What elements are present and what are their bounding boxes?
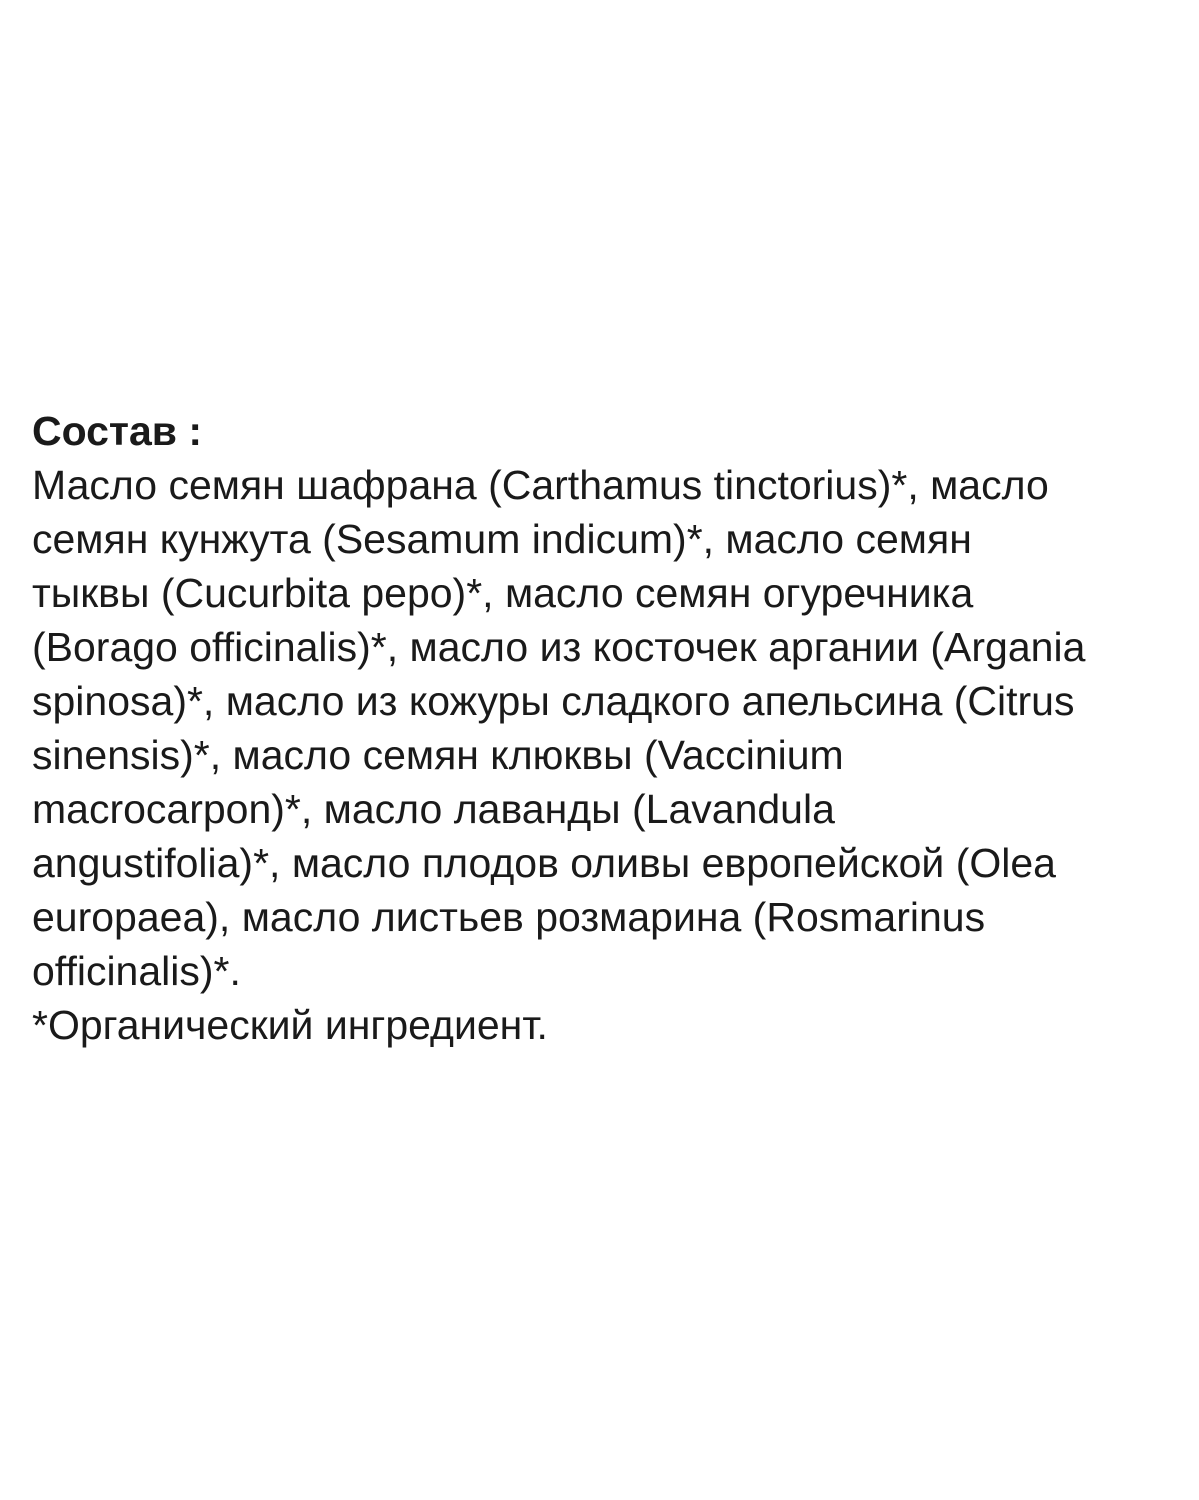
- ingredient-line: spinosa)*, масло из кожуры сладкого апельсина (Citrus: [32, 678, 1075, 724]
- ingredient-line: europaea), масло листьев розмарина (Rosmarinus: [32, 894, 986, 940]
- ingredient-line: sinensis)*, масло семян клюквы (Vaccinium: [32, 732, 844, 778]
- ingredient-line: officinalis)*.: [32, 948, 241, 994]
- ingredient-line: семян кунжута (Sesamum indicum)*, масло семян: [32, 516, 972, 562]
- ingredient-line: macrocarpon)*, масло лаванды (Lavandula: [32, 786, 835, 832]
- organic-footnote: *Органический ингредиент.: [32, 1002, 548, 1048]
- ingredient-line: тыквы (Cucurbita pepo)*, масло семян огуречника: [32, 570, 974, 616]
- ingredient-line: (Borago officinalis)*, масло из косточек аргании (Argania: [32, 624, 1086, 670]
- composition-heading: Состав :: [32, 408, 203, 454]
- composition-block: [32, 404, 1182, 1052]
- ingredient-line: angustifolia)*, масло плодов оливы европейской (Olea: [32, 840, 1056, 886]
- ingredient-line: Масло семян шафрана (Carthamus tinctorius)*, масло: [32, 462, 1049, 508]
